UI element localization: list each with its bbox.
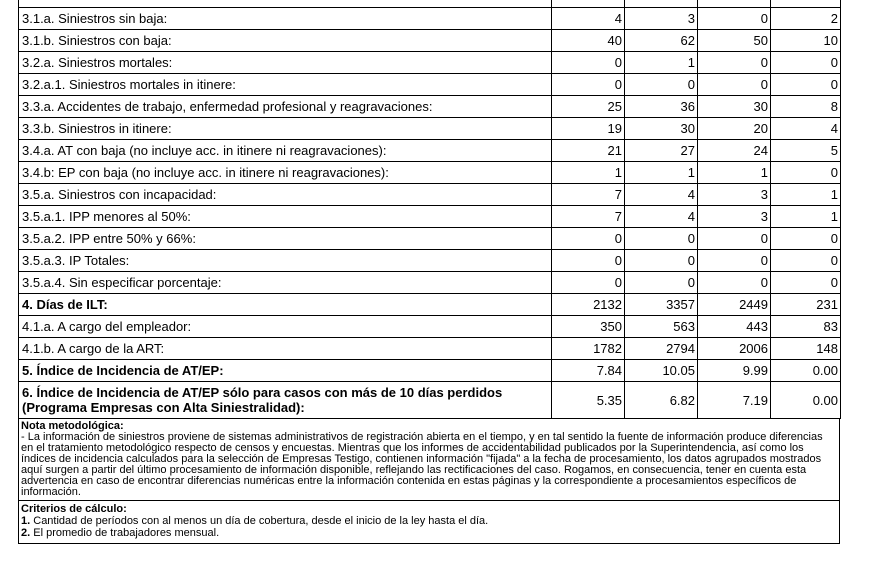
row-value: 36 [625, 96, 698, 118]
methodology-note-text: - La información de siniestros proviene de sistemas administrativos de registración abierta en el tiempo, y en tal sentido la fuente de información produce diferencias en el tratamiento metodológico respecto de censos y encuestas. Mientras que los informes de accidentabilidad publicados por la Superintendencia, así como los índices de incidencia calculados para la selección de Empresas Testigo, contienen información "fijada" a la fecha de procesamiento, los datos agrupados mostrados aquí surgen a partir del último procesamiento de información disponible, reflejando las rectificaciones del caso. Rogamos, en consecuencia, tener en cuenta esta advertencia en caso de encontrar diferencias numéricas entre la información contenida en estas páginas y la correspondiente a procesamientos específicos de información. [21, 431, 823, 498]
table-row [19, 0, 841, 8]
table-row [19, 184, 841, 206]
row-value: 27 [625, 140, 698, 162]
row-value: 2 [771, 8, 841, 30]
row-value [771, 0, 841, 8]
table-row [19, 382, 841, 419]
row-value: 24 [698, 140, 771, 162]
table-row [19, 30, 841, 52]
row-value [625, 0, 698, 8]
row-label: 3.2.a.1. Siniestros mortales in itinere: [19, 74, 552, 96]
row-value: 4 [625, 184, 698, 206]
row-value: 0 [698, 8, 771, 30]
row-value: 7.19 [698, 382, 771, 419]
criteria-item [21, 527, 837, 539]
row-value: 4 [771, 118, 841, 140]
table-row [19, 140, 841, 162]
row-value: 350 [552, 316, 625, 338]
row-label: 3.3.b. Siniestros in itinere: [19, 118, 552, 140]
table-row [19, 162, 841, 184]
row-value: 0 [698, 228, 771, 250]
row-value: 0 [698, 272, 771, 294]
row-value: 3 [698, 184, 771, 206]
row-value: 3357 [625, 294, 698, 316]
row-value: 0 [698, 52, 771, 74]
table-row [19, 118, 841, 140]
table-row [19, 316, 841, 338]
table-row [19, 74, 841, 96]
criteria-item-number: 2. [21, 527, 31, 539]
row-value: 10 [771, 30, 841, 52]
row-label [19, 0, 552, 8]
row-value: 21 [552, 140, 625, 162]
criteria-item-text: Cantidad de períodos con al menos un día de cobertura, desde el inicio de la ley hasta el día. [30, 515, 489, 527]
row-value: 20 [698, 118, 771, 140]
row-value: 40 [552, 30, 625, 52]
row-value: 9.99 [698, 360, 771, 382]
row-label: 6. Índice de Incidencia de AT/EP sólo para casos con más de 10 días perdidos (Programa Empresas con Alta Siniestralidad): [19, 382, 552, 419]
criteria-item [21, 515, 837, 527]
row-value: 0.00 [771, 360, 841, 382]
row-value: 5 [771, 140, 841, 162]
row-value: 30 [625, 118, 698, 140]
row-label: 3.4.b: EP con baja (no incluye acc. in itinere ni reagravaciones): [19, 162, 552, 184]
row-value: 7.84 [552, 360, 625, 382]
row-label: 3.5.a.2. IPP entre 50% y 66%: [19, 228, 552, 250]
table-row [19, 250, 841, 272]
row-value: 231 [771, 294, 841, 316]
row-value [698, 0, 771, 8]
row-label: 3.4.a. AT con baja (no incluye acc. in itinere ni reagravaciones): [19, 140, 552, 162]
row-value: 2794 [625, 338, 698, 360]
table-row [19, 8, 841, 30]
row-value: 0 [771, 228, 841, 250]
row-value: 0.00 [771, 382, 841, 419]
row-value: 8 [771, 96, 841, 118]
row-value: 0 [625, 74, 698, 96]
row-value: 0 [771, 162, 841, 184]
row-value: 7 [552, 206, 625, 228]
row-label: 3.5.a.4. Sin especificar porcentaje: [19, 272, 552, 294]
row-value: 0 [625, 272, 698, 294]
row-value: 30 [698, 96, 771, 118]
row-value: 6.82 [625, 382, 698, 419]
table-row [19, 206, 841, 228]
row-label: 3.1.a. Siniestros sin baja: [19, 8, 552, 30]
row-value: 5.35 [552, 382, 625, 419]
row-value: 83 [771, 316, 841, 338]
row-value: 0 [552, 228, 625, 250]
report-container [18, 0, 840, 544]
row-value: 1 [552, 162, 625, 184]
table-row [19, 272, 841, 294]
row-value: 1 [771, 206, 841, 228]
row-value: 62 [625, 30, 698, 52]
row-value: 563 [625, 316, 698, 338]
row-value: 1 [625, 162, 698, 184]
row-value: 4 [625, 206, 698, 228]
row-value: 2132 [552, 294, 625, 316]
row-value: 1 [698, 162, 771, 184]
row-label: 3.2.a. Siniestros mortales: [19, 52, 552, 74]
row-value: 2006 [698, 338, 771, 360]
row-value: 3 [698, 206, 771, 228]
row-value: 148 [771, 338, 841, 360]
row-value: 0 [552, 74, 625, 96]
criteria-item-number: 1. [21, 515, 31, 527]
row-value: 10.05 [625, 360, 698, 382]
row-value: 1 [625, 52, 698, 74]
row-label: 3.5.a.1. IPP menores al 50%: [19, 206, 552, 228]
row-value: 2449 [698, 294, 771, 316]
row-value: 0 [771, 272, 841, 294]
row-value: 0 [625, 250, 698, 272]
criteria-item-text: El promedio de trabajadores mensual. [30, 527, 220, 539]
row-value: 0 [552, 272, 625, 294]
row-label: 4. Días de ILT: [19, 294, 552, 316]
calculation-criteria-title: Criterios de cálculo: [21, 503, 127, 515]
row-value: 0 [771, 52, 841, 74]
row-value [552, 0, 625, 8]
row-value: 0 [552, 52, 625, 74]
table-row [19, 360, 841, 382]
row-label: 3.5.a.3. IP Totales: [19, 250, 552, 272]
methodology-note-title: Nota metodológica: [21, 420, 124, 432]
table-row [19, 338, 841, 360]
row-value: 7 [552, 184, 625, 206]
row-value: 1 [771, 184, 841, 206]
calculation-criteria [18, 501, 840, 544]
row-label: 3.5.a. Siniestros con incapacidad: [19, 184, 552, 206]
row-value: 0 [625, 228, 698, 250]
row-value: 0 [771, 74, 841, 96]
table-row [19, 96, 841, 118]
row-value: 4 [552, 8, 625, 30]
row-value: 443 [698, 316, 771, 338]
row-value: 50 [698, 30, 771, 52]
row-value: 0 [552, 250, 625, 272]
siniestros-table [18, 0, 841, 419]
row-label: 5. Índice de Incidencia de AT/EP: [19, 360, 552, 382]
methodology-note [18, 419, 840, 501]
row-value: 3 [625, 8, 698, 30]
row-value: 0 [698, 74, 771, 96]
table-row [19, 294, 841, 316]
row-label: 3.3.a. Accidentes de trabajo, enfermedad profesional y reagravaciones: [19, 96, 552, 118]
row-label: 3.1.b. Siniestros con baja: [19, 30, 552, 52]
row-value: 19 [552, 118, 625, 140]
table-row [19, 228, 841, 250]
row-label: 4.1.b. A cargo de la ART: [19, 338, 552, 360]
row-value: 0 [771, 250, 841, 272]
row-value: 1782 [552, 338, 625, 360]
row-label: 4.1.a. A cargo del empleador: [19, 316, 552, 338]
row-value: 25 [552, 96, 625, 118]
row-value: 0 [698, 250, 771, 272]
table-row [19, 52, 841, 74]
